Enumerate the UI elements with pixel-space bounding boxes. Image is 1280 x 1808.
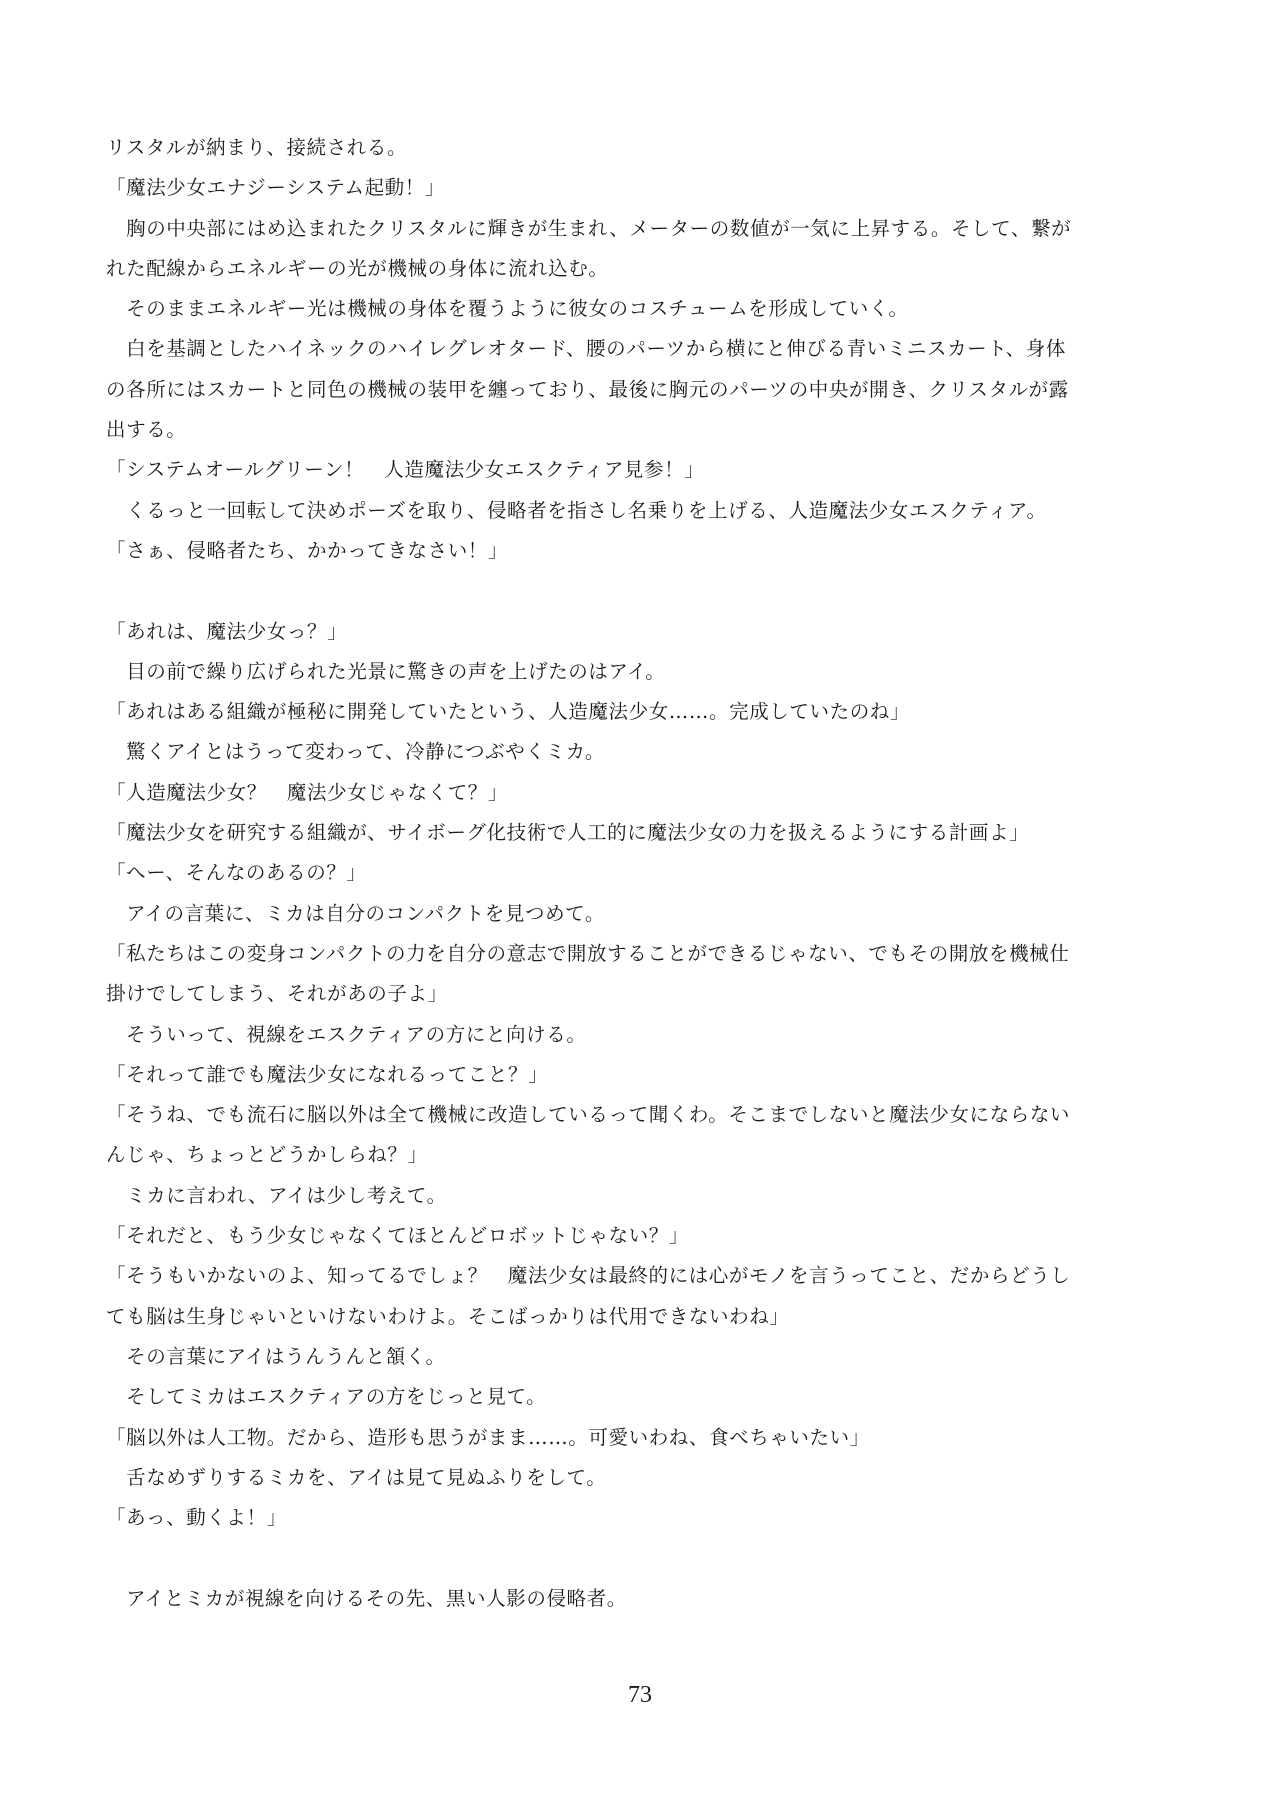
text-line: 「システムオールグリーン！ 人造魔法少女エスクティア見参！」 bbox=[106, 458, 705, 482]
body-text bbox=[106, 128, 1186, 1619]
text-line: アイの言葉に、ミカは自分のコンパクトを見つめて。 bbox=[106, 901, 605, 925]
text-line: 「さぁ、侵略者たち、かかってきなさい！」 bbox=[106, 538, 509, 562]
blank-line bbox=[106, 1538, 1186, 1578]
text-line: の各所にはスカートと同色の機械の装甲を纏っており、最後に胸元のパーツの中央が開き、クリスタルが露 bbox=[106, 377, 1069, 401]
page-number: 73 bbox=[628, 1682, 652, 1708]
text-line: 目の前で繰り広げられた光景に驚きの声を上げたのはアイ。 bbox=[106, 659, 666, 683]
text-line: んじゃ、ちょっとどうかしらね？」 bbox=[106, 1143, 428, 1167]
text-line: リスタルが納まり、接続される。 bbox=[106, 136, 408, 159]
text-line: 胸の中央部にはめ込まれたクリスタルに輝きが生まれ、メーターの数値が一気に上昇する。そして、繋が bbox=[106, 216, 1072, 240]
text-line: 「私たちはこの変身コンパクトの力を自分の意志で開放することができるじゃない、でもその開放を機械仕 bbox=[106, 941, 1070, 965]
text-line: ても脳は生身じゃいといけないわけよ。そこばっかりは代用できないわね」 bbox=[106, 1304, 790, 1328]
text-line: 「人造魔法少女？ 魔法少女じゃなくて？」 bbox=[106, 780, 509, 804]
text-line: そしてミカはエスクティアの方をじっと見て。 bbox=[106, 1385, 547, 1409]
text-line: 「そうもいかないのよ、知ってるでしょ？ 魔法少女は最終的には心がモノを言うってこと、だからどうし bbox=[106, 1264, 1071, 1288]
text-line: 「へー、そんなのあるの？」 bbox=[106, 861, 367, 885]
text-line: 驚くアイとはうって変わって、冷静につぶやくミカ。 bbox=[106, 740, 605, 764]
text-line: そのままエネルギー光は機械の身体を覆うように彼女のコスチュームを形成していく。 bbox=[106, 297, 909, 321]
text-line: そういって、視線をエスクティアの方にと向ける。 bbox=[106, 1022, 587, 1046]
text-line: アイとミカが視線を向けるその先、黒い人影の侵略者。 bbox=[106, 1586, 627, 1610]
text-line: れた配線からエネルギーの光が機械の身体に流れ込む。 bbox=[106, 256, 609, 280]
text-line: ミカに言われ、アイは少し考えて。 bbox=[106, 1183, 447, 1207]
text-line: 「魔法少女を研究する組織が、サイボーグ化技術で人工的に魔法少女の力を扱えるようにする計画よ」 bbox=[106, 821, 1030, 845]
text-line: 白を基調としたハイネックのハイレグレオタード、腰のパーツから横にと伸びる青いミニスカート、身体 bbox=[106, 337, 1066, 361]
text-line: 「あれは、魔法少女っ？」 bbox=[106, 619, 348, 643]
text-line: 「そうね、でも流石に脳以外は全て機械に改造しているって聞くわ。そこまでしないと魔法少女にならない bbox=[106, 1103, 1071, 1127]
blank-line bbox=[106, 571, 1186, 611]
text-line: 「脳以外は人工物。だから、造形も思うがまま……。可愛いわね、食べちゃいたい」 bbox=[106, 1425, 870, 1449]
text-line: 「魔法少女エナジーシステム起動！」 bbox=[106, 176, 445, 200]
text-line: 「それだと、もう少女じゃなくてほとんどロボットじゃない？」 bbox=[106, 1224, 689, 1248]
text-line: その言葉にアイはうんうんと頷く。 bbox=[106, 1344, 446, 1368]
text-line: 「それって誰でも魔法少女になれるってこと？」 bbox=[106, 1062, 549, 1086]
text-line: 舌なめずりするミカを、アイは見て見ぬふりをして。 bbox=[106, 1465, 607, 1489]
text-line: 「あっ、動くよ！」 bbox=[106, 1506, 287, 1530]
text-line: 出する。 bbox=[106, 418, 187, 442]
text-line: 掛けでしてしまう、それがあの子よ」 bbox=[106, 982, 448, 1006]
text-line: 「あれはある組織が極秘に開発していたという、人造魔法少女……。完成していたのね」 bbox=[106, 700, 911, 724]
text-line: くるっと一回転して決めポーズを取り、侵略者を指さし名乗りを上げる、人造魔法少女エスクティア。 bbox=[106, 498, 1047, 522]
